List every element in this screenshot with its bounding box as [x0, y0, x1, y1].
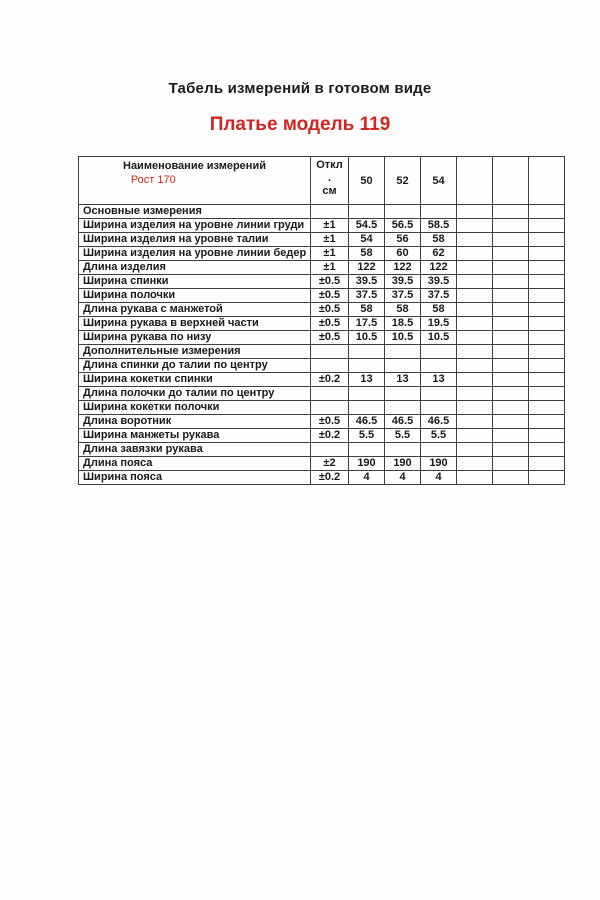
row-value: [457, 373, 493, 387]
row-value: [457, 247, 493, 261]
row-value: 37.5: [385, 289, 421, 303]
row-label: Ширина кокетки спинки: [79, 373, 311, 387]
row-value: 56.5: [385, 219, 421, 233]
row-value: [457, 205, 493, 219]
row-value: [385, 359, 421, 373]
row-value: [421, 443, 457, 457]
row-value: 13: [349, 373, 385, 387]
row-value: ±2: [311, 457, 349, 471]
row-label: Ширина рукава по низу: [79, 331, 311, 345]
row-value: ±0.5: [311, 331, 349, 345]
row-value: [457, 387, 493, 401]
table-row: [79, 373, 565, 387]
deviation-label-line3: см: [322, 185, 337, 197]
row-value: 54.5: [349, 219, 385, 233]
row-value: [349, 359, 385, 373]
row-value: 122: [421, 261, 457, 275]
row-value: 4: [349, 471, 385, 485]
row-value: 58: [349, 303, 385, 317]
row-value: [311, 401, 349, 415]
section-row: [79, 205, 565, 219]
row-value: ±1: [311, 219, 349, 233]
row-value: [493, 471, 529, 485]
row-value: 190: [421, 457, 457, 471]
row-value: [493, 401, 529, 415]
row-value: [529, 233, 565, 247]
row-value: [529, 359, 565, 373]
row-value: 39.5: [421, 275, 457, 289]
header-row: [79, 157, 565, 205]
row-value: ±0.5: [311, 289, 349, 303]
row-value: [493, 303, 529, 317]
row-value: 46.5: [385, 415, 421, 429]
row-value: 58: [385, 303, 421, 317]
row-value: [311, 359, 349, 373]
row-label: Ширина полочки: [79, 289, 311, 303]
header-height-label: Рост 170: [130, 174, 176, 186]
row-label: Длина изделия: [79, 261, 311, 275]
measurement-table: [78, 156, 565, 485]
row-value: [421, 205, 457, 219]
row-value: 5.5: [349, 429, 385, 443]
table-row: [79, 331, 565, 345]
table-row: [79, 429, 565, 443]
row-value: [529, 275, 565, 289]
row-value: 10.5: [385, 331, 421, 345]
row-value: [529, 443, 565, 457]
row-value: [529, 373, 565, 387]
table-row: [79, 261, 565, 275]
row-value: 39.5: [349, 275, 385, 289]
row-value: [349, 443, 385, 457]
row-value: [311, 205, 349, 219]
table-row: [79, 443, 565, 457]
header-cell-size-52: 52: [385, 157, 421, 205]
row-value: ±0.2: [311, 373, 349, 387]
row-value: [493, 289, 529, 303]
row-label: Длина пояса: [79, 457, 311, 471]
row-value: [457, 233, 493, 247]
row-value: [493, 359, 529, 373]
table-row: [79, 233, 565, 247]
row-value: [457, 345, 493, 359]
row-label: Основные измерения: [79, 205, 311, 219]
row-label: Ширина рукава в верхней части: [79, 317, 311, 331]
row-value: [457, 289, 493, 303]
row-value: 190: [385, 457, 421, 471]
row-value: [385, 345, 421, 359]
row-value: 18.5: [385, 317, 421, 331]
row-label: Ширина спинки: [79, 275, 311, 289]
header-cell-size-50: 50: [349, 157, 385, 205]
row-value: [457, 457, 493, 471]
row-value: ±0.2: [311, 471, 349, 485]
row-label: Длина воротник: [79, 415, 311, 429]
row-value: [421, 345, 457, 359]
row-value: [457, 303, 493, 317]
table-row: [79, 247, 565, 261]
row-label: Длина спинки до талии по центру: [79, 359, 311, 373]
row-value: 46.5: [421, 415, 457, 429]
row-value: 62: [421, 247, 457, 261]
row-value: [385, 443, 421, 457]
row-value: 56: [385, 233, 421, 247]
row-value: [529, 401, 565, 415]
table-row: [79, 303, 565, 317]
row-value: [457, 261, 493, 275]
row-value: 13: [421, 373, 457, 387]
header-cell-deviation: [311, 157, 349, 205]
table-row: [79, 387, 565, 401]
row-value: [493, 261, 529, 275]
row-value: 58: [421, 303, 457, 317]
row-value: 58: [349, 247, 385, 261]
table-header: [79, 157, 565, 205]
row-value: [385, 205, 421, 219]
row-value: [493, 331, 529, 345]
row-label: Ширина кокетки полочки: [79, 401, 311, 415]
row-label: Длина полочки до талии по центру: [79, 387, 311, 401]
row-value: [457, 443, 493, 457]
row-value: [529, 261, 565, 275]
row-label: Длина завязки рукава: [79, 443, 311, 457]
row-value: [529, 429, 565, 443]
row-value: 4: [421, 471, 457, 485]
row-value: [457, 331, 493, 345]
row-value: [529, 205, 565, 219]
row-value: ±0.2: [311, 429, 349, 443]
table-row: [79, 359, 565, 373]
row-value: [493, 345, 529, 359]
row-label: Длина рукава с манжетой: [79, 303, 311, 317]
row-label: Ширина изделия на уровне линии бедер: [79, 247, 311, 261]
row-value: [529, 317, 565, 331]
row-value: [529, 219, 565, 233]
row-value: 122: [349, 261, 385, 275]
row-value: [529, 289, 565, 303]
row-value: 5.5: [421, 429, 457, 443]
row-value: 60: [385, 247, 421, 261]
row-value: [529, 331, 565, 345]
row-label: Ширина манжеты рукава: [79, 429, 311, 443]
row-value: ±1: [311, 261, 349, 275]
deviation-label-line1: Откл: [316, 159, 343, 171]
table-row: [79, 219, 565, 233]
row-value: [457, 219, 493, 233]
row-value: [311, 387, 349, 401]
row-value: 10.5: [349, 331, 385, 345]
row-value: 54: [349, 233, 385, 247]
row-value: [349, 345, 385, 359]
row-value: ±0.5: [311, 303, 349, 317]
row-value: [457, 359, 493, 373]
measurement-table-body: [79, 205, 565, 485]
row-value: [529, 415, 565, 429]
row-value: [421, 401, 457, 415]
row-value: [493, 387, 529, 401]
header-cell-empty: [493, 157, 529, 205]
row-value: 58: [421, 233, 457, 247]
header-name-label: Наименование измерений: [123, 160, 266, 172]
row-label: Дополнительные измерения: [79, 345, 311, 359]
row-value: 4: [385, 471, 421, 485]
row-value: [493, 233, 529, 247]
row-value: [529, 387, 565, 401]
row-value: [457, 275, 493, 289]
row-label: Ширина изделия на уровне линии груди: [79, 219, 311, 233]
table-row: [79, 317, 565, 331]
header-cell-empty: [529, 157, 565, 205]
row-value: ±0.5: [311, 415, 349, 429]
header-cell-size-54: 54: [421, 157, 457, 205]
row-value: ±0.5: [311, 317, 349, 331]
row-value: [349, 387, 385, 401]
row-value: 19.5: [421, 317, 457, 331]
table-row: [79, 415, 565, 429]
table-row: [79, 401, 565, 415]
row-value: ±1: [311, 247, 349, 261]
table-row: [79, 471, 565, 485]
table-row: [79, 289, 565, 303]
row-value: [493, 415, 529, 429]
table-row: [79, 275, 565, 289]
row-value: [493, 457, 529, 471]
row-value: [529, 247, 565, 261]
row-value: ±0.5: [311, 275, 349, 289]
row-value: [493, 205, 529, 219]
row-value: [493, 443, 529, 457]
row-value: 39.5: [385, 275, 421, 289]
row-value: [457, 317, 493, 331]
row-value: [311, 443, 349, 457]
header-cell-empty: [457, 157, 493, 205]
row-value: [349, 205, 385, 219]
document-title: Табель измерений в готовом виде: [168, 80, 432, 97]
header-cell-name: [79, 157, 311, 205]
row-value: [311, 345, 349, 359]
row-value: [493, 317, 529, 331]
row-value: 37.5: [421, 289, 457, 303]
row-value: 46.5: [349, 415, 385, 429]
row-value: [457, 401, 493, 415]
row-value: [349, 401, 385, 415]
row-value: 58.5: [421, 219, 457, 233]
table-row: [79, 457, 565, 471]
row-label: Ширина пояса: [79, 471, 311, 485]
row-label: Ширина изделия на уровне талии: [79, 233, 311, 247]
row-value: [529, 457, 565, 471]
row-value: [493, 219, 529, 233]
row-value: 37.5: [349, 289, 385, 303]
row-value: 122: [385, 261, 421, 275]
row-value: 13: [385, 373, 421, 387]
row-value: [385, 401, 421, 415]
row-value: [421, 387, 457, 401]
row-value: [421, 359, 457, 373]
row-value: [493, 429, 529, 443]
row-value: [493, 247, 529, 261]
row-value: 17.5: [349, 317, 385, 331]
row-value: [457, 415, 493, 429]
row-value: 10.5: [421, 331, 457, 345]
row-value: [385, 387, 421, 401]
row-value: [457, 429, 493, 443]
row-value: [493, 275, 529, 289]
row-value: [529, 345, 565, 359]
row-value: 5.5: [385, 429, 421, 443]
row-value: [457, 471, 493, 485]
row-value: [493, 373, 529, 387]
row-value: [529, 303, 565, 317]
row-value: [529, 471, 565, 485]
model-title: Платье модель 119: [209, 114, 391, 135]
row-value: ±1: [311, 233, 349, 247]
deviation-label-line2: .: [327, 172, 332, 184]
row-value: 190: [349, 457, 385, 471]
section-row: [79, 345, 565, 359]
